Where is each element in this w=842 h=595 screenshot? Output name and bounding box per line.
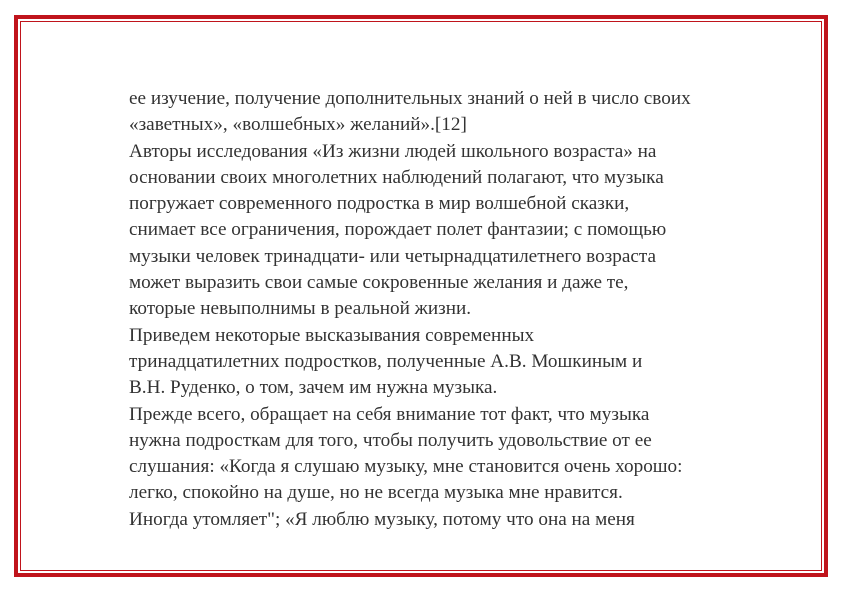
text-line: «заветных», «волшебных» желаний».[12] — [129, 114, 467, 136]
text-line: слушания: «Когда я слушаю музыку, мне становится очень хорошо: — [129, 456, 683, 478]
text-line: Приведем некоторые высказывания современных — [129, 324, 535, 346]
text-line: которые невыполнимы в реальной жизни. — [129, 298, 472, 320]
text-line: В.Н. Руденко, о том, зачем им нужна музыка. — [129, 377, 498, 399]
text-line: погружает современного подростка в мир волшебной сказки, — [129, 193, 630, 215]
slide-body-text — [129, 86, 779, 533]
text-line: Авторы исследования «Из жизни людей школьного возраста» на — [129, 140, 657, 162]
text-line: ее изучение, получение дополнительных знаний о ней в число своих — [129, 88, 691, 109]
text-line: легко, спокойно на душе, но не всегда музыка мне нравится. — [129, 482, 623, 504]
text-line: основании своих многолетних наблюдений полагают, что музыка — [129, 166, 664, 188]
text-line: Прежде всего, обращает на себя внимание тот факт, что музыка — [129, 403, 650, 425]
text-line: может выразить свои самые сокровенные желания и даже те, — [129, 272, 629, 294]
text-line: тринадцатилетних подростков, полученные А.В. Мошкиным и — [129, 350, 643, 372]
text-line: нужна подросткам для того, чтобы получить удовольствие от ее — [129, 429, 652, 451]
text-line: снимает все ограничения, порождает полет фантазии; с помощью — [129, 219, 667, 241]
text-line: Иногда утомляет"; «Я люблю музыку, потому что она на меня — [129, 508, 635, 530]
text-line: музыки человек тринадцати- или четырнадцатилетнего возраста — [129, 245, 657, 267]
